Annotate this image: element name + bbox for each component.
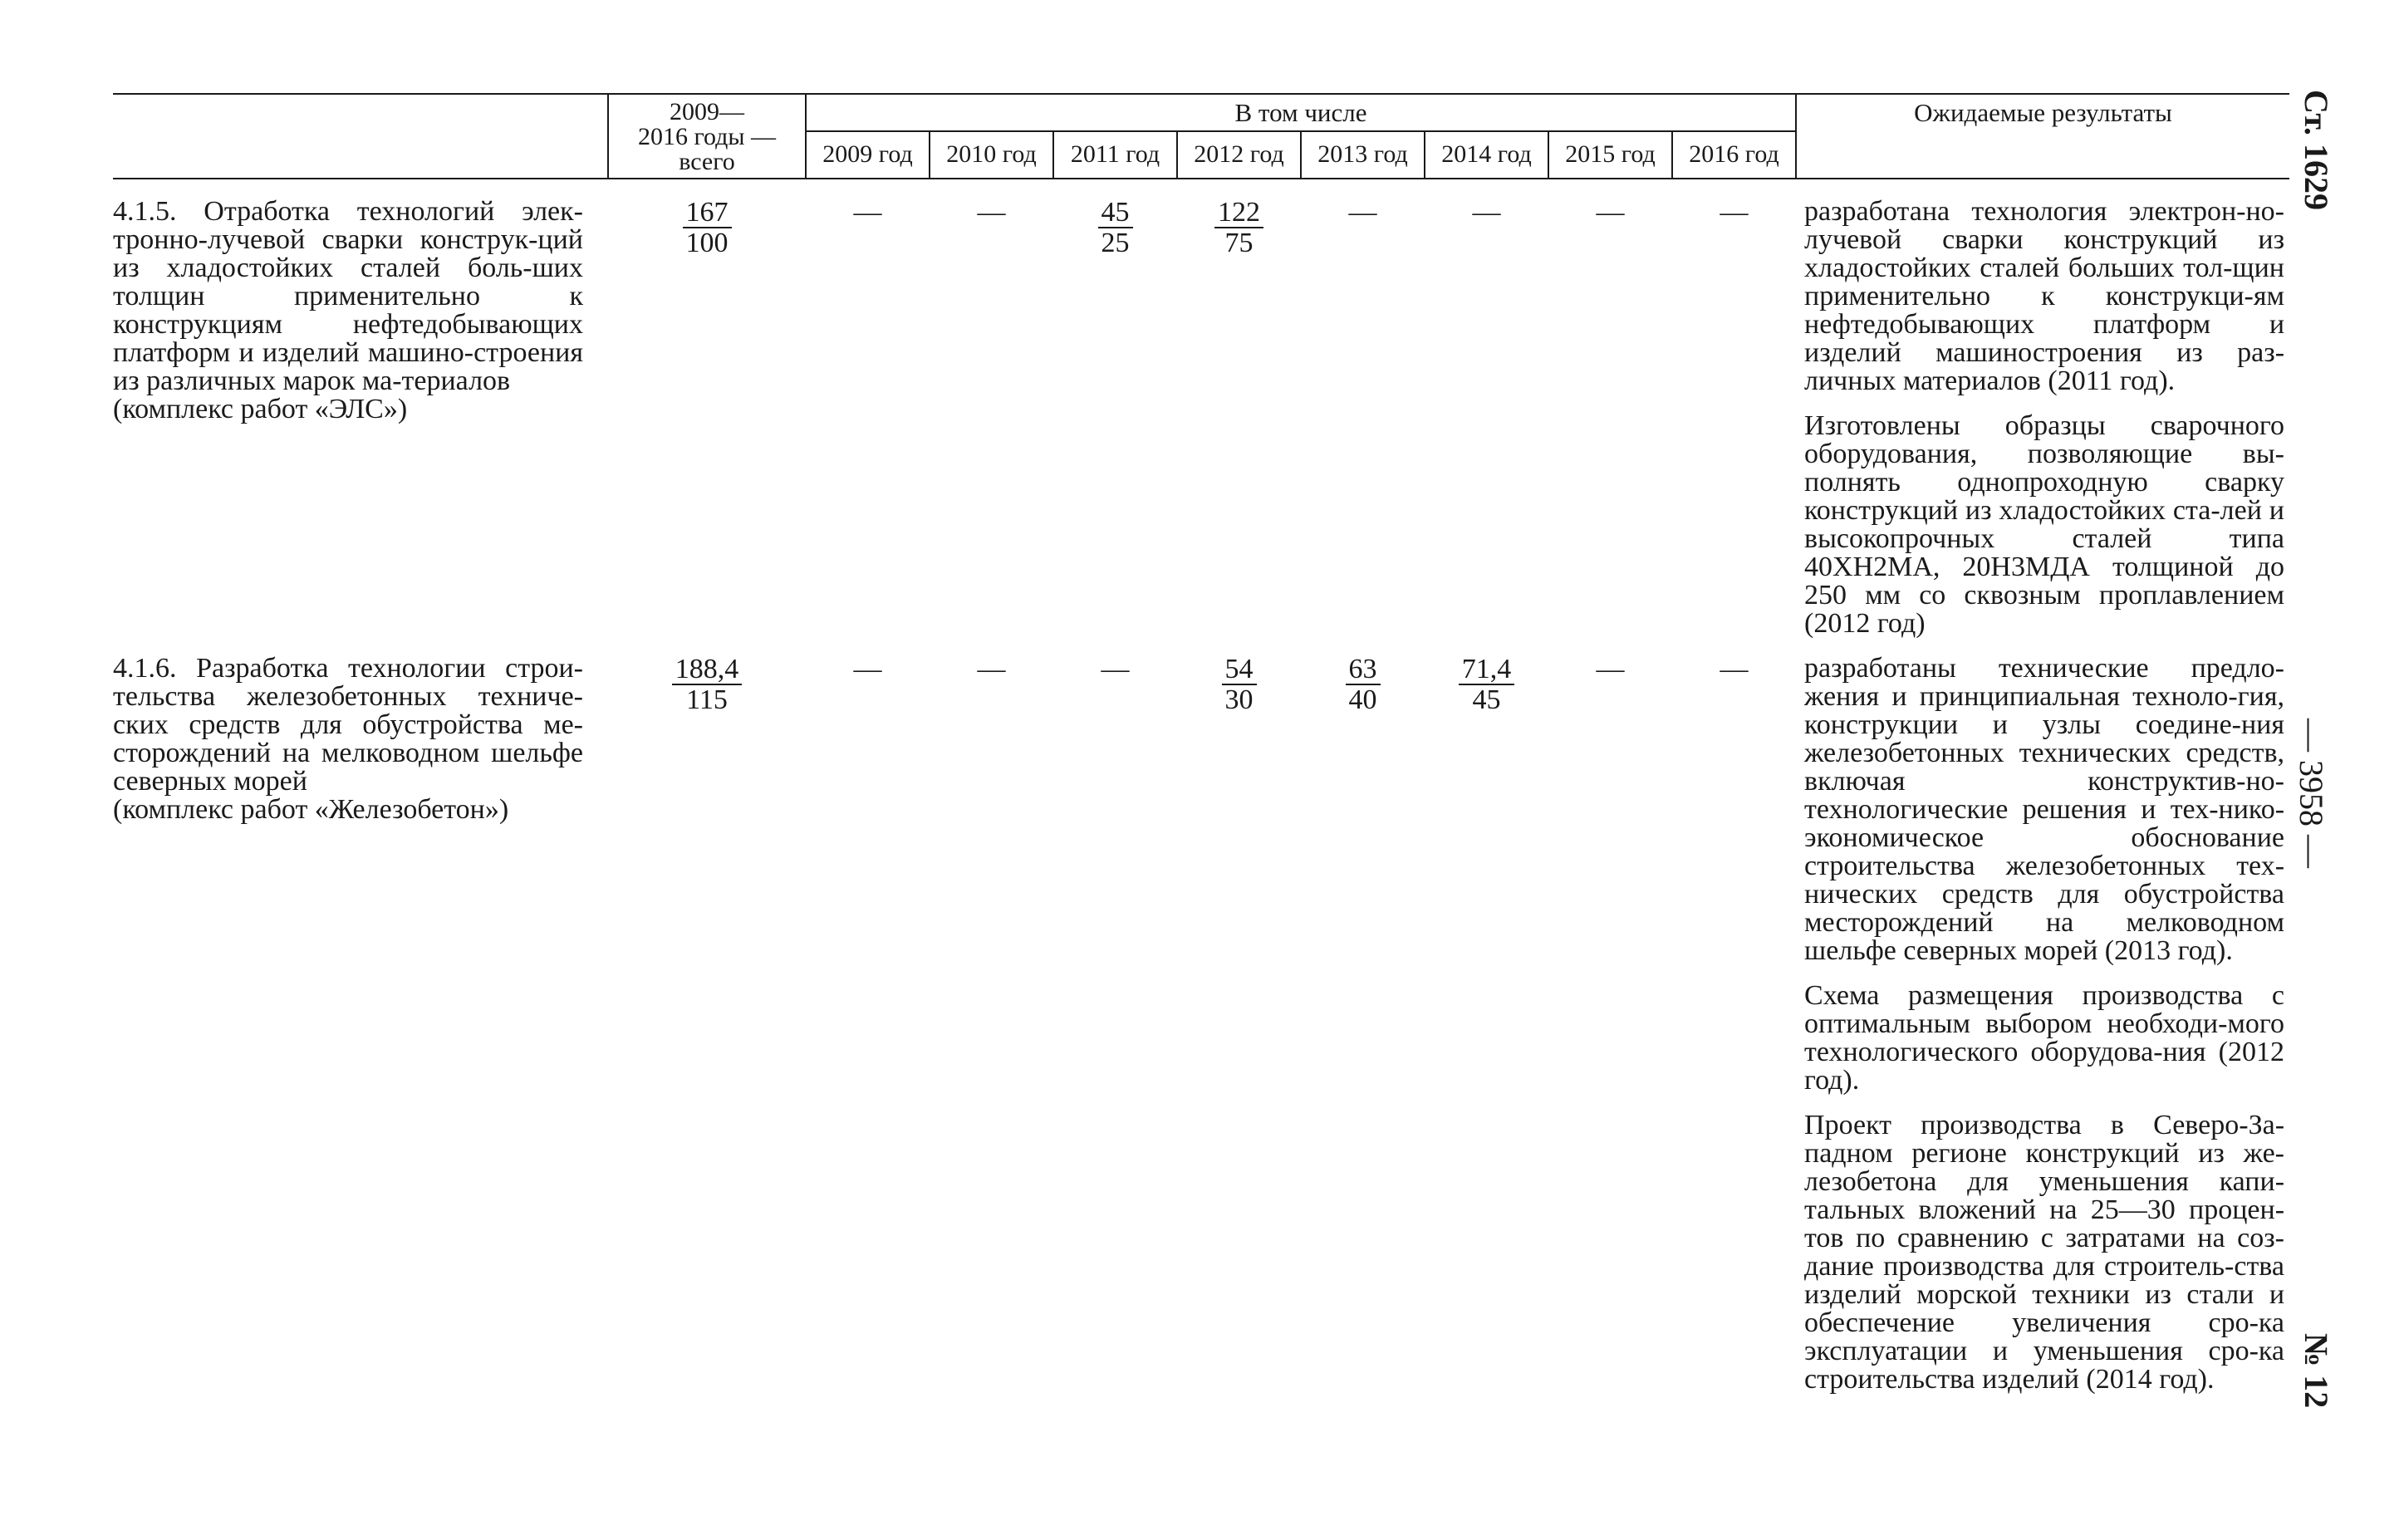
- year-header: 2010 год: [930, 131, 1053, 179]
- fraction-numerator: 45: [1098, 198, 1133, 228]
- result-paragraph: Схема размещения производства с оптимальным выбором необходи-мого технологического оборудова-ния (2012 год).: [1804, 980, 2285, 1096]
- year-header: 2011 год: [1053, 131, 1177, 179]
- fraction-numerator: 71,4: [1459, 655, 1515, 685]
- empty-dash: —: [1596, 197, 1625, 228]
- year-cell: [930, 655, 1053, 1410]
- year-value: [1459, 655, 1515, 714]
- fraction-denominator: 45: [1472, 684, 1501, 715]
- item-description: 4.1.5. Отработка технологий элек-тронно-лучевой сварки конструк-ций из хладостойких сталей боль-ших толщин применительно к конструкциям нефтедобывающих платформ и изделий машино-строения из различных марок ма-териалов: [113, 196, 583, 396]
- program-table: [113, 93, 2289, 1410]
- empty-dash: —: [977, 197, 1006, 228]
- issue-number: № 12: [2298, 1333, 2335, 1409]
- header-results-col: Ожидаемые результаты: [1796, 94, 2289, 179]
- fraction-denominator: 75: [1224, 228, 1254, 258]
- year-value: [1214, 198, 1263, 257]
- fraction-denominator: 30: [1224, 684, 1254, 715]
- empty-dash: —: [1596, 654, 1625, 684]
- empty-dash: —: [1472, 197, 1501, 228]
- year-cell: [1177, 655, 1301, 1410]
- item-complex: (комплекс работ «Железобетон»): [113, 794, 509, 825]
- empty-dash: —: [1348, 197, 1377, 228]
- item-description: 4.1.6. Разработка технологии строи-тельства железобетонных техниче-ских средств для обустройства ме-сторождений на мелководном шельфе северных морей: [113, 653, 583, 797]
- total-cell: [608, 179, 806, 655]
- year-header: 2012 год: [1177, 131, 1301, 179]
- result-paragraph: Проект производства в Северо-За-падном регионе конструкций из же-лезобетона для уменьшения капи-тальных вложений на 25—30 процен-тов по сравнению с затратами на соз-дание производства для строитель-ства изделий морской техники из стали и обеспечение увеличения сро-ка эксплуатации и уменьшения сро-ка строительства изделий (2014 год).: [1804, 1110, 2285, 1395]
- empty-dash: —: [853, 654, 882, 684]
- year-header: 2016 год: [1672, 131, 1796, 179]
- page-number: — 3958 —: [2293, 719, 2330, 868]
- table-header: [113, 94, 2289, 179]
- fraction-denominator: 40: [1348, 684, 1377, 715]
- fraction-numerator: 188,4: [672, 655, 743, 685]
- fraction-denominator: 115: [686, 684, 728, 715]
- year-cell: [806, 179, 930, 655]
- empty-dash: —: [1720, 654, 1749, 684]
- fraction-numerator: 54: [1222, 655, 1257, 685]
- year-cell: [930, 179, 1053, 655]
- fraction-denominator: 100: [685, 228, 729, 258]
- year-cell: [1177, 179, 1301, 655]
- empty-dash: —: [853, 197, 882, 228]
- year-cell: [1053, 179, 1177, 655]
- item-cell: [113, 655, 608, 1410]
- year-header: 2013 год: [1301, 131, 1425, 179]
- year-cell: [1672, 179, 1796, 655]
- empty-dash: —: [1720, 197, 1749, 228]
- header-total-col: [608, 94, 806, 179]
- results-cell: [1796, 179, 2289, 655]
- empty-dash: —: [977, 654, 1006, 684]
- result-paragraph: разработаны технические предло-жения и принципиальная техноло-гия, конструкции и узлы соедине-ния железобетонных технических средств, включая конструктив-но-технологические решения и тех-нико-экономическое обоснование строительства железобетонных тех-нических средств для обустройства месторождений на мелководном шельфе северных морей (2013 год).: [1804, 653, 2285, 966]
- year-header: 2014 год: [1425, 131, 1548, 179]
- header-item-col: [113, 94, 608, 179]
- table-row: [113, 179, 2289, 655]
- fraction-numerator: 63: [1346, 655, 1381, 685]
- header-total-label: 2009— 2016 годы — всего: [637, 98, 777, 175]
- year-cell: [1672, 655, 1796, 1410]
- year-header: 2015 год: [1548, 131, 1672, 179]
- total-value: [672, 655, 743, 714]
- year-cell: [1053, 655, 1177, 1410]
- fraction-numerator: 167: [683, 198, 732, 228]
- results-cell: [1796, 655, 2289, 1410]
- fraction-denominator: 25: [1101, 228, 1130, 258]
- year-value: [1346, 655, 1381, 714]
- table-body: [113, 179, 2289, 1410]
- year-cell: [1301, 179, 1425, 655]
- year-value: [1098, 198, 1133, 257]
- year-cell: [1548, 179, 1672, 655]
- page-article-number: Ст. 1629: [2298, 90, 2335, 210]
- total-value: [683, 198, 732, 257]
- year-cell: [1548, 655, 1672, 1410]
- table-row: [113, 655, 2289, 1410]
- year-value: [1222, 655, 1257, 714]
- year-cell: [1301, 655, 1425, 1410]
- year-cell: [1425, 179, 1548, 655]
- year-header: 2009 год: [806, 131, 930, 179]
- year-cell: [806, 655, 930, 1410]
- result-paragraph: разработана технология электрон-но-лучевой сварки конструкций из хладостойких сталей больших тол-щин применительно к конструкци-ям нефтедобывающих платформ и изделий машиностроения из раз-личных материалов (2011 год).: [1804, 196, 2285, 396]
- fraction-numerator: 122: [1214, 198, 1263, 228]
- item-cell: [113, 179, 608, 655]
- item-complex: (комплекс работ «ЭЛС»): [113, 394, 408, 424]
- header-group: В том числе: [806, 94, 1796, 131]
- result-paragraph: Изготовлены образцы сварочного оборудования, позволяющие вы-полнять однопроходную сварку конструкций из хладостойких ста-лей и высокопрочных сталей типа 40ХН2МА, 20Н3МДА толщиной до 250 мм со сквозным проплавлением (2012 год): [1804, 410, 2285, 639]
- year-cell: [1425, 655, 1548, 1410]
- total-cell: [608, 655, 806, 1410]
- empty-dash: —: [1101, 654, 1130, 684]
